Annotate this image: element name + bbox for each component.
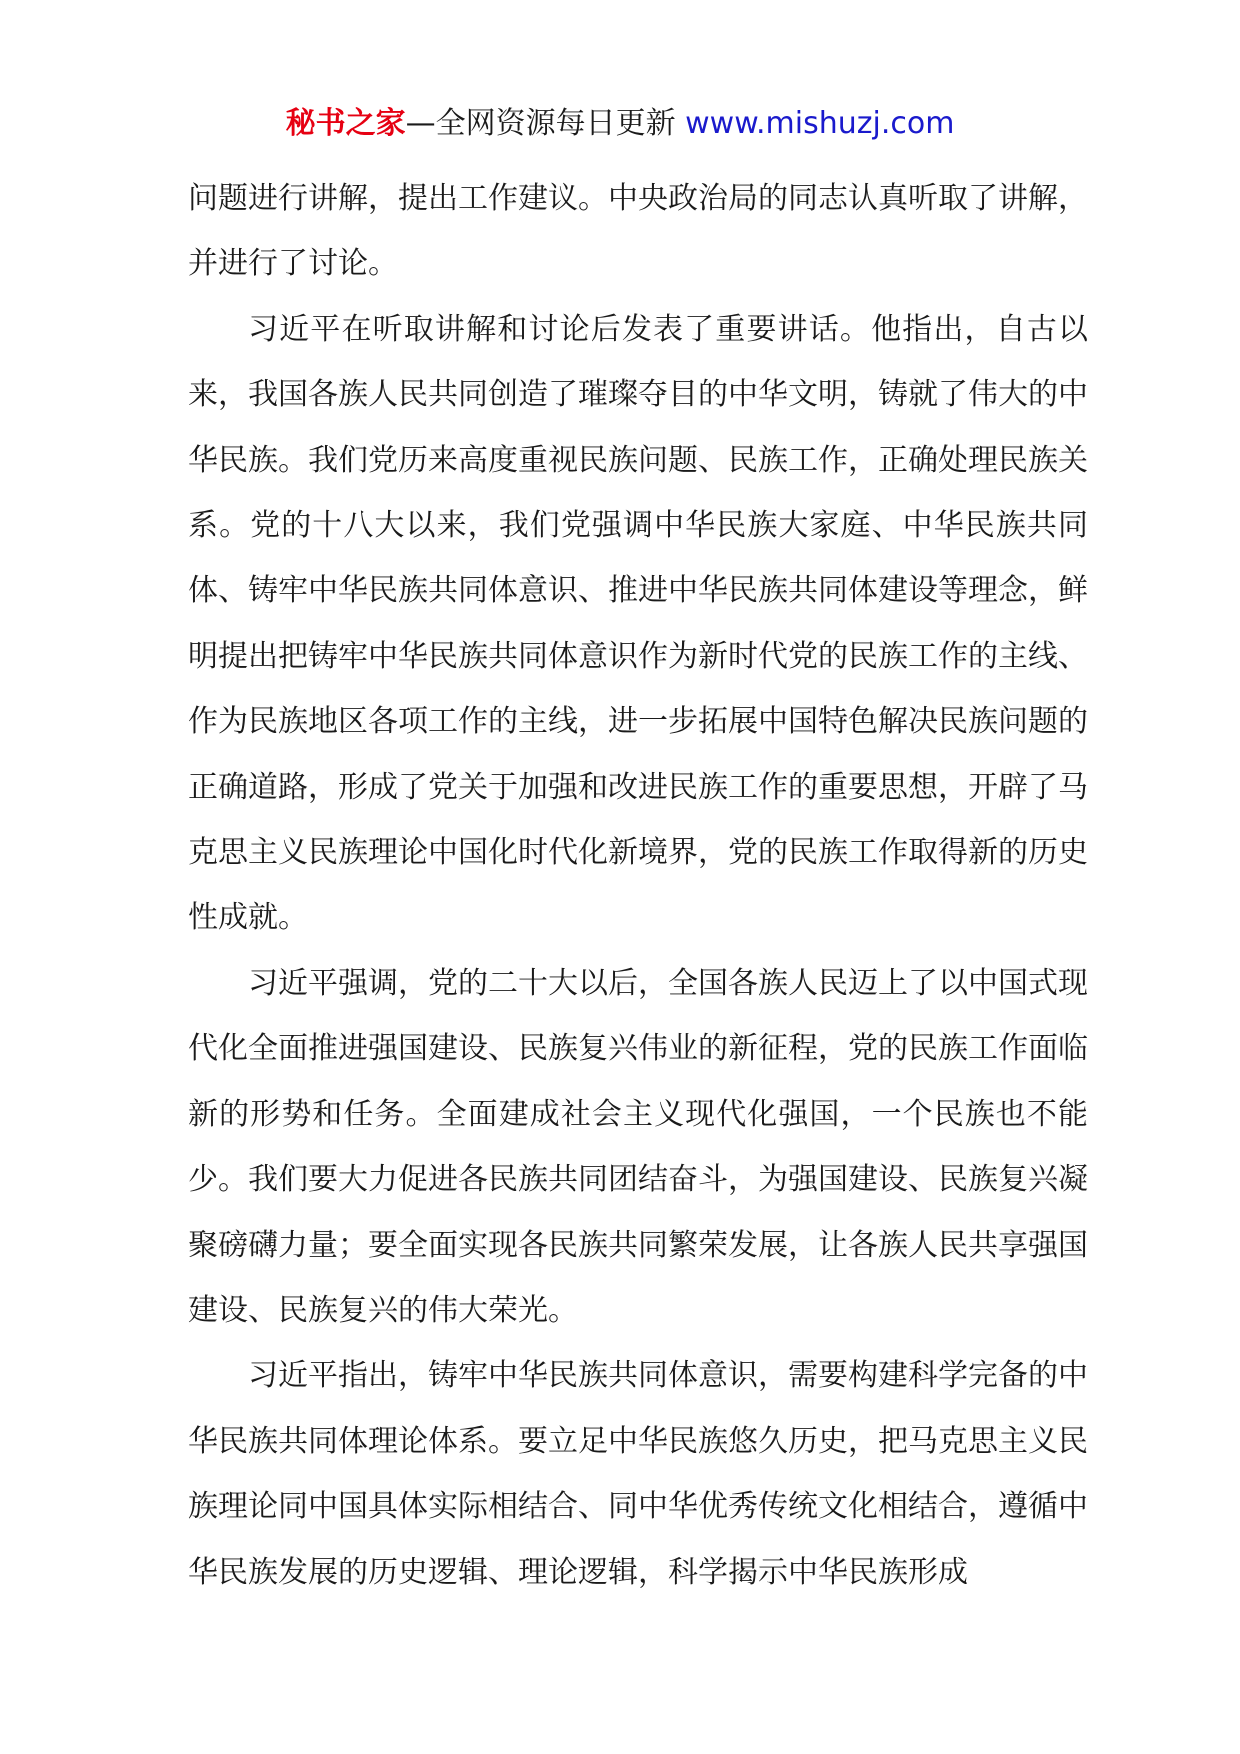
paragraph: 习近平在听取讲解和讨论后发表了重要讲话。他指出，自古以来，我国各族人民共同创造了璀璨夺目的中华文明，铸就了伟大的中华民族。我们党历来高度重视民族问题、民族工作，正确处理民族关系。党的十八大以来，我们党强调中华民族大家庭、中华民族共同体、铸牢中华民族共同体意识、推进中华民族共同体建设等理念，鲜明提出把铸牢中华民族共同体意识作为新时代党的民族工作的主线、作为民族地区各项工作的主线，进一步拓展中国特色解决民族问题的正确道路，形成了党关于加强和改进民族工作的重要思想，开辟了马克思主义民族理论中国化时代化新境界，党的民族工作取得新的历史性成就。	[188, 311, 1088, 936]
paragraph: 习近平指出，铸牢中华民族共同体意识，需要构建科学完备的中华民族共同体理论体系。要立足中华民族悠久历史，把马克思主义民族理论同中国具体实际相结合、同中华优秀传统文化相结合，遵循中华民族发展的历史逻辑、理论逻辑，科学揭示中华民族形成	[188, 1358, 1088, 1590]
paragraph-continuation: 问题进行讲解，提出工作建议。中央政治局的同志认真听取了讲解，并进行了讨论。	[188, 181, 1088, 282]
site-tagline: —全网资源每日更新	[405, 106, 686, 141]
page-header	[0, 104, 1240, 144]
paragraph: 习近平强调，党的二十大以后，全国各族人民迈上了以中国式现代化全面推进强国建设、民族复兴伟业的新征程，党的民族工作面临新的形势和任务。全面建成社会主义现代化强国，一个民族也不能少。我们要大力促进各民族共同团结奋斗，为强国建设、民族复兴凝聚磅礴力量；要全面实现各民族共同繁荣发展，让各族人民共享强国建设、民族复兴的伟大荣光。	[188, 965, 1088, 1328]
site-url-link[interactable]: www.mishuzj.com	[685, 106, 955, 141]
document-body	[188, 166, 1088, 1605]
site-brand: 秘书之家	[285, 106, 406, 141]
